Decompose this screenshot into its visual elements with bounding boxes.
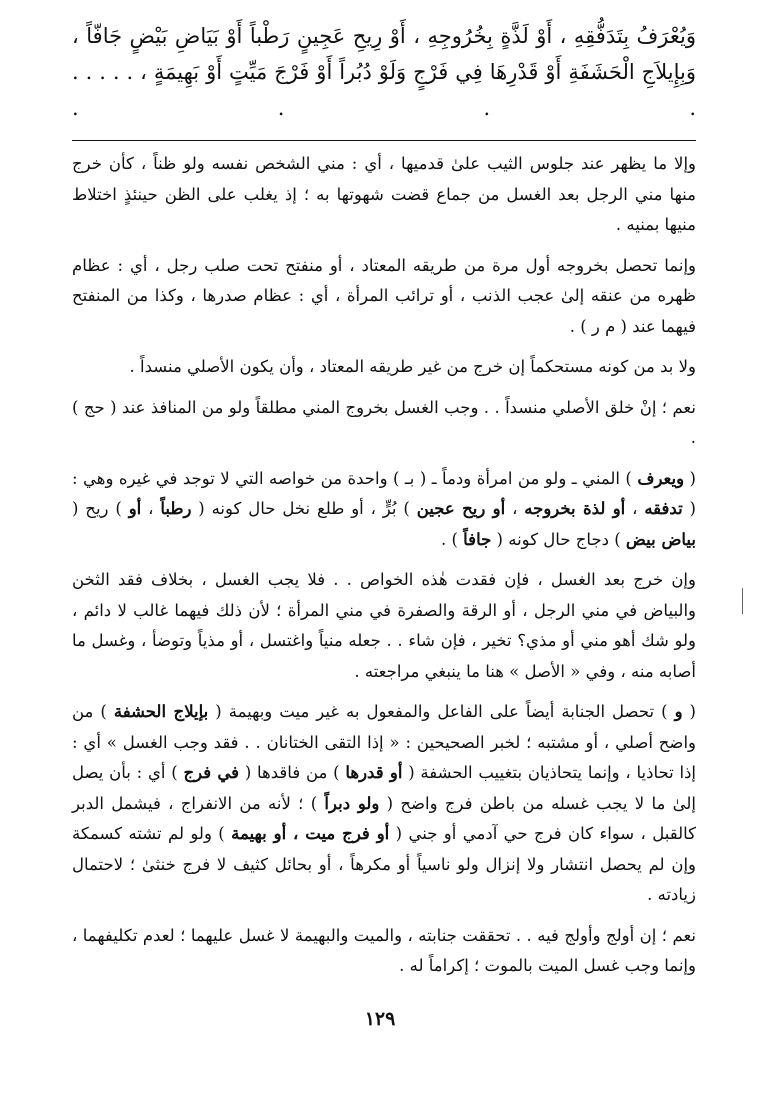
matn-text — [72, 18, 696, 126]
matn-line: وَيُعْرَفُ بِتَدَفُّقِهِ ، أَوْ لَذَّةٍ بِخُرُوجِهِ ، أَوْ رِيحِ عَجِينٍ رَطْباً أَوْ بَيَاضِ بَيْضٍ جَافّاً ، — [72, 24, 696, 48]
commentary-paragraph — [72, 697, 696, 911]
text-run: ، — [141, 499, 161, 518]
commentary-paragraph: ولا بد من كونه مستحكماً إن خرج من غير طريقه المعتاد ، وأن يكون الأصلي منسداً . — [129, 357, 696, 376]
matn-quote: ولو دبراً — [324, 793, 380, 813]
matn-quote: و — [674, 702, 683, 721]
text-run: ) تحصل الجنابة أيضاً على الفاعل والمفعول به غير ميت وبهيمة ( — [208, 702, 675, 721]
text-run: ( — [682, 702, 696, 721]
text-run: ( — [684, 468, 696, 488]
matn-quote: أو قدرها — [345, 763, 403, 782]
commentary-paragraph: وإن خرج بعد الغسل ، فإن فقدت هٰذه الخواص . . فلا يجب الغسل ، بخلاف فقد الثخن والبياض في مني الرجل ، أو الرقة والصفرة في مني المرأة ؛ لأن ذلك فيهما غالب لا دائم ، ولو شك أهو مني أو مذي؟ تخير ، فإن شاء . . جعله منياً واغتسل ، أو مذياً وتوضأ ، وغسل ما أصابه منه ، وفي « الأصل » هنا ما ينبغي مراجعته . — [72, 570, 696, 681]
text-run: ) . — [440, 529, 464, 549]
text-run: ) من واضح أصلي ، أو مشتبه ؛ لخبر الصحيحين : « إذا التقى الختانان . . فقد وجب الغسل » أي : إذا تحاذيا ، وإنما يتحاذيان بتغييب الحشفة ( — [72, 702, 697, 782]
matn-quote: جافاً — [463, 529, 492, 549]
text-run: ) ريح ( — [72, 499, 129, 518]
matn-quote: بياض بيض — [625, 529, 696, 549]
text-run: ، — [505, 499, 525, 518]
matn-quote: ويعرف — [637, 468, 685, 488]
text-run: ، — [625, 499, 645, 518]
matn-quote: أو — [128, 499, 142, 518]
matn-quote: تدفقه — [644, 499, 683, 518]
margin-mark — [742, 588, 743, 614]
matn-quote: أو ريح عجين — [416, 499, 506, 518]
commentary-paragraph: وإنما تحصل بخروجه أول مرة من طريقه المعتاد ، أو منفتح تحت صلب رجل ، أي : عظام ظهره من عنقه إلىٰ عجب الذنب ، أو ترائب المرأة ، أي : عظام صدرها ، وكذا من المنفتح فيهما عند ( م ر ) . — [72, 255, 696, 336]
matn-quote: أو لذة بخروجه — [524, 499, 626, 518]
text-run: ) ؛ لأنه من الانفراج ، فيشمل الدبر كالقبل ، سواء كان فرج حي آدمي أو جني ( — [72, 793, 696, 843]
text-run: ) أي : بأن يصل إلىٰ ما لا يجب غسله من باطن فرج واضح ( — [72, 763, 696, 813]
commentary-paragraph: نعم ؛ إنْ خلق الأصلي منسداً . . وجب الغسل بخروج المني مطلقاً ولو من المنافذ عند ( حج ) . — [72, 397, 696, 447]
text-run: ) بُرٍّ ، أو طلع نخل حال كونه ( — [191, 499, 417, 518]
text-run: ) ولو لم تشته كسمكة وإن لم يحصل انتشار ولا إنزال ولو ناسياً أو مكرهاً ، أو بحائل كثيف لا فرج خنثىٰ ؛ لاحتمال زيادته . — [72, 824, 696, 904]
matn-line: وَبِإِيلاَجِ الْحَشَفَةِ أَوْ قَدْرِهَا فِي فَرْجٍ وَلَوْ دُبُراً أَوْ فَرْجَ مَيِّتٍ أَوْ بَهِيمَةٍ ، . . . . . . . . . — [72, 60, 696, 120]
commentary-paragraph: نعم ؛ إن أولج وأولج فيه . . تحققت جنابته ، والميت والبهيمة لا غسل عليهما ؛ لعدم تكليفهما ، وإنما وجب غسل الميت بالموت ؛ إكراماً له . — [72, 925, 696, 975]
text-run: ) دجاج حال كونه ( — [491, 529, 626, 549]
commentary — [72, 149, 696, 982]
separator-rule — [72, 140, 696, 141]
matn-quote: في فرج — [183, 763, 240, 782]
matn-quote: رطباً — [160, 499, 192, 518]
text-run: ) من فاقدها ( — [239, 763, 346, 782]
matn-quote: أو فرج ميت ، أو بهيمة — [231, 824, 390, 843]
text-run: ) المني ـ ولو من امرأة ودماً ـ ( بـ ) واحدة من خواصه التي لا توجد في غيره وهي : ( — [72, 468, 696, 518]
commentary-paragraph: وإلا ما يظهر عند جلوس الثيب علىٰ قدميها ، أي : مني الشخص نفسه ولو ظناً ، كأن خرج منها مني الرجل بعد الغسل من جماع قضت شهوتها به ؛ إذ يغلب على الظن حينئذٍ اختلاط منيها بمنيه . — [72, 154, 696, 234]
commentary-paragraph — [72, 464, 696, 556]
page-number: ١٢٩ — [364, 1008, 396, 1030]
matn-quote: بإيلاج الحشفة — [113, 702, 209, 721]
